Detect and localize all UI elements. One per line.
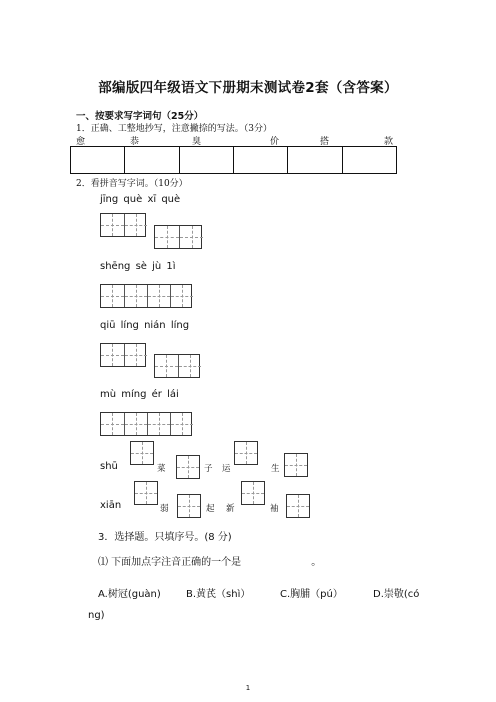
copy-char: 款 (384, 137, 394, 147)
writing-cell[interactable] (71, 147, 125, 174)
writing-cell[interactable] (288, 147, 342, 174)
sub1-end: 。 (311, 557, 322, 568)
pinyin-line: jīng què xī què (100, 194, 181, 205)
question-2-prompt: 2．看拼音写字词。（10分） (76, 179, 188, 189)
page-title: 部编版四年级语文下册期末测试卷2套（含答案） (98, 80, 398, 96)
tianzi-square[interactable] (177, 494, 201, 518)
word-char: 生 (271, 464, 280, 474)
question-3-sub1 (98, 553, 321, 568)
tianzi-box[interactable] (100, 284, 192, 308)
word-char: 新 (226, 504, 235, 514)
writing-cell[interactable] (125, 147, 179, 174)
tianzi-square[interactable] (241, 481, 265, 505)
copy-writing-grid[interactable] (70, 146, 397, 174)
page-number: 1 (245, 684, 251, 692)
writing-cell[interactable] (179, 147, 233, 174)
pinyin-line: qiū líng nián líng (100, 320, 190, 331)
copy-char: 价 (270, 137, 280, 147)
word-char: 弱 (160, 504, 169, 514)
section-heading: 一、按要求写字词句（25分） (76, 111, 204, 122)
option-d-wrap: ng) (88, 610, 105, 621)
question-1-prompt: 1．正确、工整地抄写，注意撇捺的写法。（3分） (76, 124, 272, 134)
word-char: 菜 (157, 464, 166, 474)
word-char: 袖 (270, 504, 279, 514)
writing-cell[interactable] (342, 147, 396, 174)
question-3-prompt: 3．选择题。只填序号。(8 分) (98, 532, 232, 543)
tianzi-square[interactable] (130, 441, 154, 465)
tianzi-box[interactable] (100, 213, 146, 237)
tianzi-square[interactable] (176, 455, 200, 479)
pinyin-line: xiān (100, 500, 122, 511)
option-b[interactable]: B.黄芪（shì） (186, 589, 251, 600)
tianzi-square[interactable] (286, 494, 310, 518)
copy-char: 臭 (192, 137, 202, 147)
sub1-text: ⑴ 下面加点字注音正确的一个是 (98, 557, 242, 568)
pinyin-line: shēng sè jù 1ì (100, 261, 176, 272)
copy-char: 愈 (76, 137, 86, 147)
word-char: 运 (222, 464, 231, 474)
pinyin-line: shū (100, 461, 118, 472)
tianzi-square[interactable] (134, 481, 158, 505)
copy-char: 搭 (320, 137, 330, 147)
tianzi-square[interactable] (234, 441, 258, 465)
tianzi-box[interactable] (154, 354, 200, 378)
option-a[interactable]: A.树冠(guàn) (98, 589, 161, 600)
writing-cell[interactable] (233, 147, 287, 174)
option-c[interactable]: C.胸脯（pú） (280, 589, 343, 600)
word-char: 起 (206, 504, 215, 514)
pinyin-line: mù míng ér lái (100, 389, 179, 400)
tianzi-box[interactable] (154, 225, 202, 249)
tianzi-square[interactable] (284, 453, 308, 477)
copy-char: 恭 (130, 137, 140, 147)
tianzi-box[interactable] (100, 412, 192, 436)
tianzi-box[interactable] (100, 343, 146, 367)
word-char: 子 (204, 464, 213, 474)
option-d[interactable]: D.崇敬(có (373, 589, 420, 600)
